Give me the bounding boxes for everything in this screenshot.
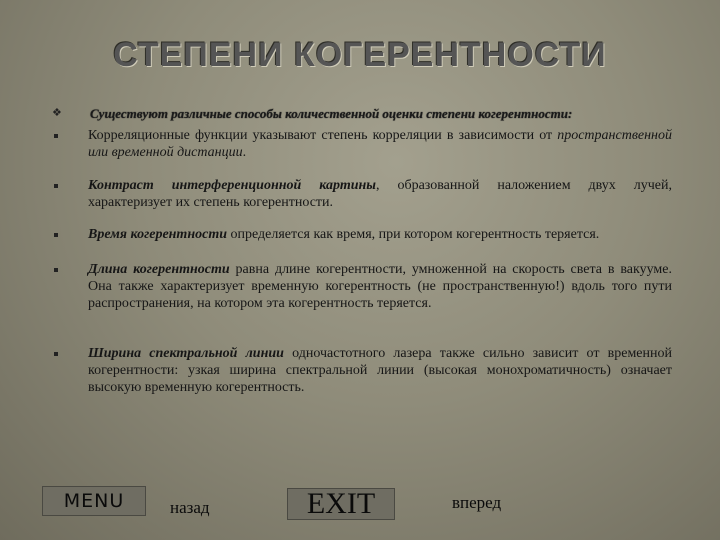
item-tail: . [242, 145, 247, 160]
item-lead: Контраст интерференционной картины [88, 178, 376, 193]
back-link[interactable]: назад [170, 498, 210, 517]
item-lead: Длина когерентности [88, 262, 230, 277]
square-bullet-icon [54, 134, 58, 138]
item-text: одночастотного лазера также сильно зависит от временной когерентности: узкая ширина спектральной линии (высокая монохроматичность) означает высокую временную когерентность. [88, 346, 672, 395]
list-item [88, 226, 672, 243]
item-emphasis: пространственной или временной дистанции [88, 128, 672, 160]
menu-button[interactable]: MENU [42, 486, 146, 516]
item-lead: Ширина спектральной линии [88, 346, 284, 361]
item-text: равна длине когерентности, умноженной на скорость света в вакууме. Она также характеризует временную когерентность (не пространственную!) вдоль того пути распространения, на котором эта когерентность теряется. [88, 262, 672, 311]
exit-button[interactable]: EXIT [287, 488, 395, 520]
item-text: определяется как время, при котором когерентность теряется. [227, 227, 600, 242]
list-item [88, 261, 672, 312]
square-bullet-icon [54, 233, 58, 237]
square-bullet-icon [54, 352, 58, 356]
diamond-bullet-icon: ❖ [52, 107, 62, 119]
list-item [88, 345, 672, 396]
item-lead: Время когерентности [88, 227, 227, 242]
slide-title: СТЕПЕНИ КОГЕРЕНТНОСТИ [113, 36, 607, 74]
square-bullet-icon [54, 184, 58, 188]
item-text: , образованной наложением двух лучей, характеризует их степень когерентности. [88, 178, 672, 210]
forward-link[interactable]: вперед [452, 493, 502, 512]
intro-text: Существуют различные способы количественной оценки степени когерентности: [90, 106, 573, 121]
item-text: Корреляционные функции указывают степень корреляции в зависимости от [88, 128, 558, 143]
list-item [88, 177, 672, 211]
list-item [88, 127, 672, 161]
square-bullet-icon [54, 268, 58, 272]
